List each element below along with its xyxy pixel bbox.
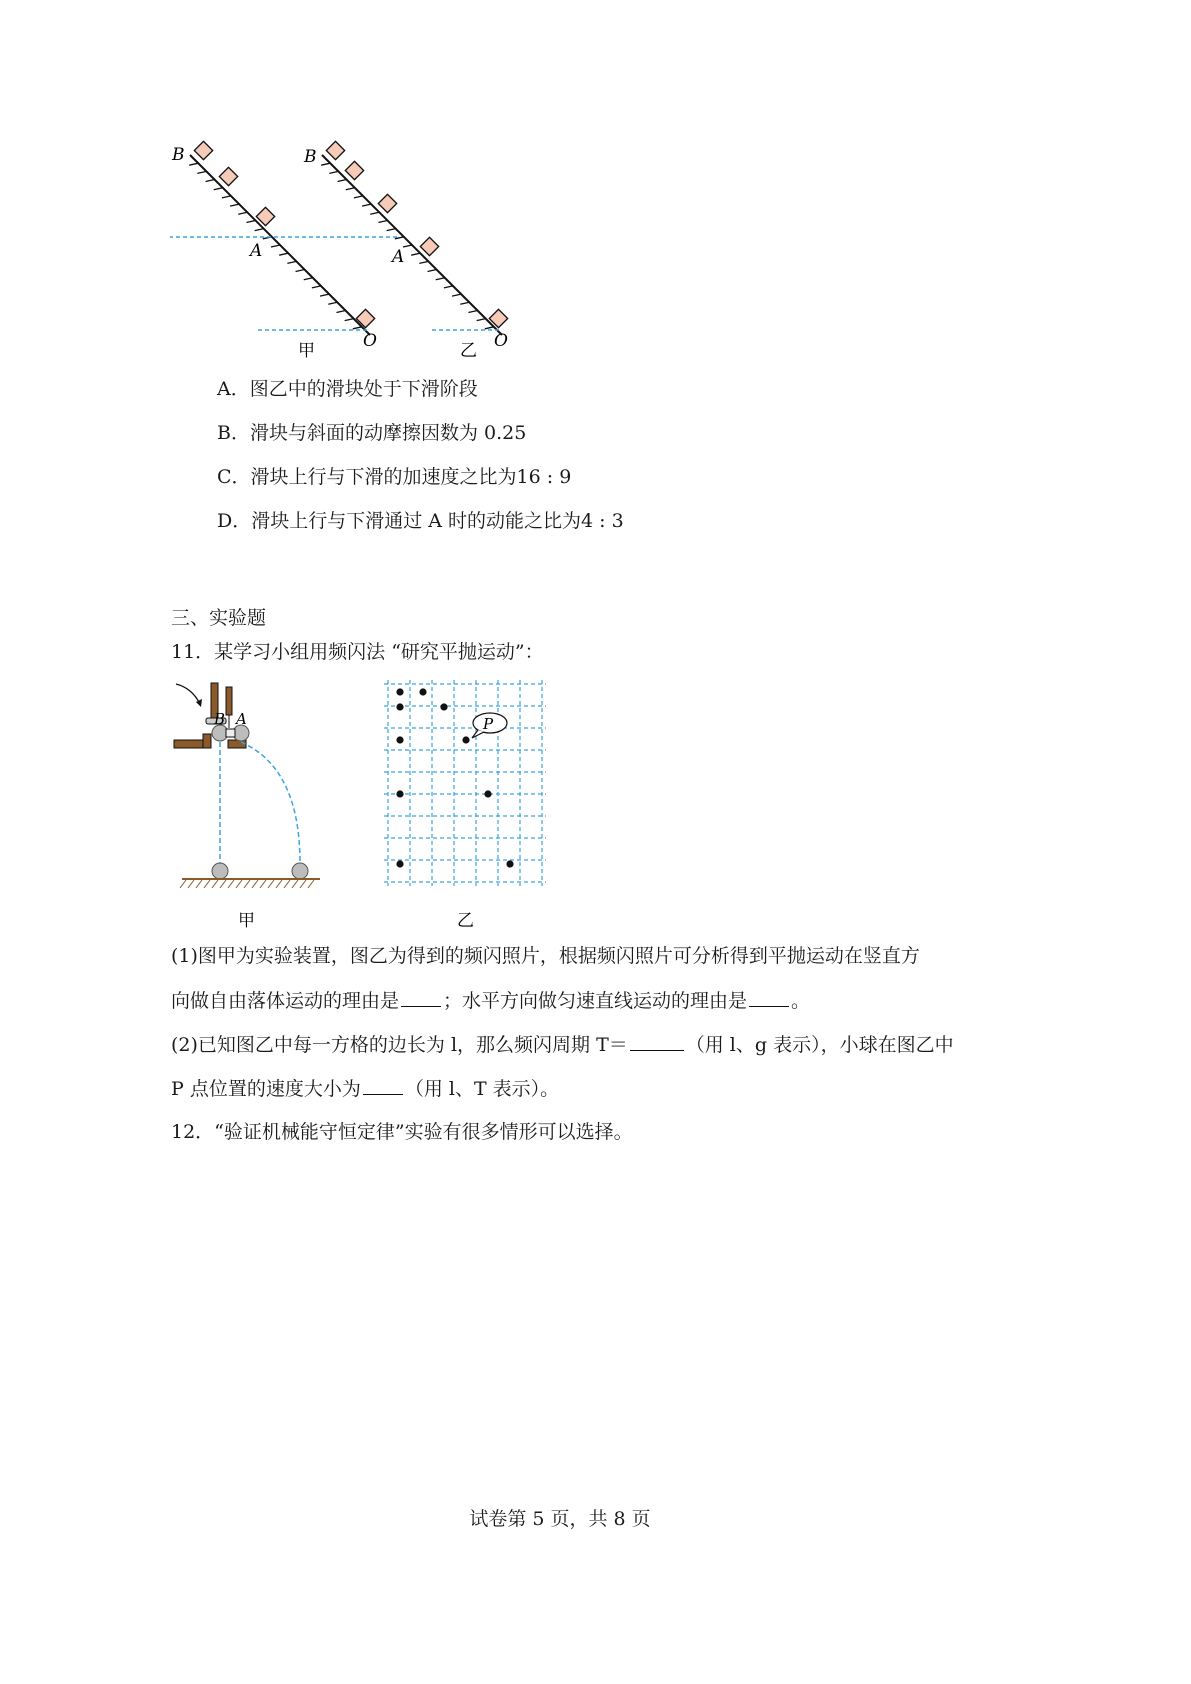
caption-yi: 乙	[460, 341, 477, 361]
option-a: A．图乙中的滑块处于下滑阶段	[217, 378, 478, 400]
arrow-icon	[176, 684, 200, 704]
section-heading: 三、实验题	[171, 607, 267, 629]
flash-dot	[440, 703, 447, 710]
label-o: O	[494, 331, 508, 351]
flash-dot	[396, 736, 403, 743]
answer-blank[interactable]	[749, 988, 789, 1007]
block	[326, 141, 344, 159]
answer-blank[interactable]	[363, 1076, 403, 1095]
block	[345, 161, 363, 179]
option-d: D．滑块上行与下滑通过 A 时的动能之比为4 : 3	[217, 510, 624, 532]
strobe-grid-figure	[380, 676, 560, 934]
page-footer: 试卷第 5 页，共 8 页	[469, 1508, 651, 1530]
flash-dot	[462, 736, 469, 743]
incline-figure	[170, 140, 530, 370]
answer-blank[interactable]	[630, 1032, 684, 1051]
q11-stem: 11．某学习小组用频闪法 “研究平抛运动”：	[171, 641, 544, 663]
caption-yi: 乙	[457, 911, 474, 931]
label-a: A	[392, 247, 405, 267]
label-o: O	[363, 331, 377, 351]
flash-dot	[396, 790, 403, 797]
flash-dot	[419, 688, 426, 695]
q11-part2-line2: P 点位置的速度大小为 （用 l、T 表示）。	[171, 1078, 560, 1100]
block	[219, 167, 237, 185]
answer-blank[interactable]	[401, 988, 441, 1007]
q11-part1-line1: (1)图甲为实验装置，图乙为得到的频闪照片，根据频闪照片可分析得到平抛运动在竖直方	[171, 945, 920, 967]
flash-dot	[506, 860, 513, 867]
label-b: B	[172, 145, 185, 165]
caption-jia: 甲	[298, 341, 315, 361]
apparatus-figure	[170, 678, 330, 933]
incline-left	[170, 141, 400, 361]
option-b: B．滑块与斜面的动摩擦因数为 0.25	[217, 422, 527, 444]
flash-dot	[396, 688, 403, 695]
label-a: A	[250, 241, 263, 261]
flash-dot	[484, 790, 491, 797]
flash-dot	[396, 703, 403, 710]
caption-jia: 甲	[238, 911, 255, 931]
q12-stem: 12．“验证机械能守恒定律”实验有很多情形可以选择。	[171, 1121, 633, 1143]
label-a: A	[236, 710, 247, 728]
option-c: C．滑块上行与下滑的加速度之比为16 : 9	[217, 466, 572, 488]
label-p: P	[483, 715, 494, 733]
label-b: B	[214, 710, 226, 728]
block	[420, 237, 438, 255]
block	[378, 194, 396, 212]
incline-right	[303, 141, 508, 361]
q11-part1-line2: 向做自由落体运动的理由是 ；水平方向做匀速直线运动的理由是 。	[171, 990, 811, 1012]
q11-part2-line1: (2)已知图乙中每一方格的边长为 l，那么频闪周期 T＝ （用 l、g 表示），小球在图乙中	[171, 1034, 954, 1056]
block	[194, 141, 212, 159]
label-b: B	[304, 147, 317, 167]
parabolic-path	[241, 742, 300, 863]
flash-dot	[396, 860, 403, 867]
